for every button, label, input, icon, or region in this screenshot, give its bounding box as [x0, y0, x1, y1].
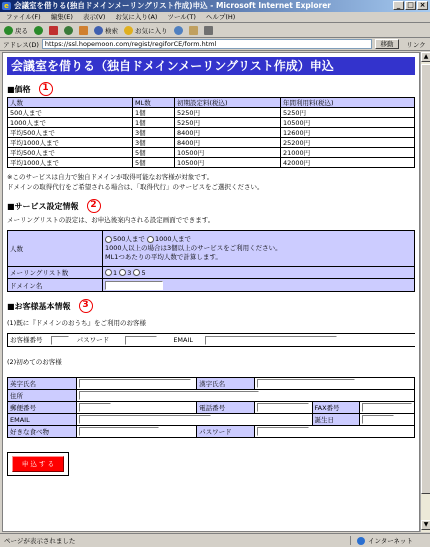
table-cell: 8400円 — [175, 128, 281, 138]
menu-bar — [0, 12, 430, 23]
ml-opt-1: 1 — [113, 268, 118, 277]
window-titlebar — [0, 0, 430, 12]
address-label: 住所 — [8, 390, 77, 402]
back-button[interactable] — [4, 26, 28, 35]
history-icon — [174, 26, 183, 35]
address-cell — [77, 390, 415, 402]
table-row — [8, 148, 415, 158]
search-label: 検索 — [105, 26, 118, 35]
tel-label: 電話番号 — [197, 402, 254, 414]
service-heading-text: ■サービス設定情報 — [7, 201, 79, 211]
tel-input[interactable] — [257, 403, 309, 412]
service-intro: メーリングリストの設定は、お申込後案内される設定画面でできます。 — [7, 216, 215, 224]
table-row — [8, 138, 415, 148]
ninzu-row — [8, 231, 415, 267]
fax-label: FAX番号 — [312, 402, 360, 414]
ninzu-note-2: ML1つあたりの平均人数で計算します。 — [105, 253, 222, 261]
address-label: アドレス(D) — [3, 40, 39, 49]
email-input[interactable] — [79, 415, 211, 424]
radio-ml-5[interactable] — [133, 269, 140, 276]
table-header-row — [8, 98, 415, 108]
price-heading — [7, 81, 415, 97]
table-cell: 5250円 — [175, 108, 281, 118]
star-icon — [124, 26, 133, 35]
opt-1000-label: 1000人まで — [155, 235, 192, 243]
ie-icon: e — [2, 2, 11, 10]
toolbar — [0, 23, 430, 38]
radio-1000[interactable] — [147, 236, 154, 243]
table-cell: 8400円 — [175, 138, 281, 148]
ninzu-label: 人数 — [8, 231, 103, 267]
radio-ml-1[interactable] — [105, 269, 112, 276]
table-cell: 5250円 — [281, 108, 415, 118]
price-note-1: ※このサービスは自力で独自ドメインが取得可能なお客様が対象です。 — [7, 173, 214, 181]
food-cell — [77, 426, 197, 438]
page-viewport — [2, 52, 420, 532]
customer-id-input[interactable] — [51, 336, 69, 345]
food-label: 好きな食べ物 — [8, 426, 77, 438]
price-table — [7, 97, 415, 168]
birthday-label: 誕生日 — [312, 414, 360, 426]
address-input[interactable]: https://ssl.hopemoon.com/regist/regiforCE/form.html — [42, 39, 372, 49]
print-button[interactable] — [204, 26, 213, 35]
back-arrow-icon — [4, 26, 13, 35]
menu-favorites[interactable]: お気に入り(A) — [115, 13, 158, 21]
table-row — [8, 108, 415, 118]
fax-cell — [360, 402, 415, 414]
domain-label: ドメイン名 — [8, 279, 103, 292]
forward-arrow-icon — [34, 26, 43, 35]
new-password-label: パスワード — [197, 426, 254, 438]
table-cell: 1000人まで — [8, 118, 133, 128]
ml-row — [8, 267, 415, 279]
service-heading — [7, 198, 415, 214]
submit-button[interactable]: 申 込 す る — [12, 456, 64, 472]
table-row — [8, 158, 415, 168]
home-button[interactable] — [79, 26, 88, 35]
home-icon — [79, 26, 88, 35]
address-bar — [0, 38, 430, 51]
menu-help[interactable]: ヘルプ(H) — [205, 13, 236, 21]
login-cell — [8, 334, 416, 347]
form-row — [8, 390, 415, 402]
ninzu-options — [103, 231, 415, 267]
new-password-input[interactable] — [257, 427, 309, 436]
table-cell: 10500円 — [175, 148, 281, 158]
table-cell: 5個 — [133, 158, 175, 168]
history-button[interactable] — [174, 26, 183, 35]
table-cell: 1個 — [133, 118, 175, 128]
new-customer-table — [7, 377, 415, 438]
login-email-input[interactable] — [205, 336, 337, 345]
print-icon — [204, 26, 213, 35]
ml-options — [103, 267, 415, 279]
page-title: 会議室を借りる（独自ドメインメーリングリスト作成）申込 — [7, 57, 415, 75]
table-cell: 10500円 — [175, 158, 281, 168]
table-cell: 500人まで — [8, 108, 133, 118]
go-button[interactable]: 移動 — [375, 39, 399, 49]
opt-500-label: 500人まで — [113, 235, 145, 243]
radio-ml-3[interactable] — [119, 269, 126, 276]
zip-cell — [77, 402, 197, 414]
domain-cell — [103, 279, 415, 292]
submit-frame — [7, 452, 69, 476]
vertical-scrollbar[interactable] — [420, 52, 430, 532]
back-label: 戻る — [15, 26, 28, 35]
birthday-cell — [360, 414, 415, 426]
form-row — [8, 414, 415, 426]
kana-name-label: 英字氏名 — [8, 378, 77, 390]
service-table — [7, 230, 415, 292]
table-row — [8, 128, 415, 138]
new-customer-subheading: (2)初めてのお客様 — [7, 358, 62, 366]
zip-input[interactable] — [79, 403, 111, 412]
table-cell: 10500円 — [281, 118, 415, 128]
mail-button[interactable] — [189, 26, 198, 35]
mail-icon — [189, 26, 198, 35]
table-cell: 3個 — [133, 128, 175, 138]
ml-opt-5: 5 — [141, 268, 146, 277]
status-bar — [0, 533, 430, 547]
forward-button[interactable] — [34, 26, 43, 35]
scroll-thumb[interactable] — [421, 64, 430, 494]
number-2-icon: 2 — [87, 199, 101, 213]
kana-name-cell — [77, 378, 197, 390]
table-row — [8, 118, 415, 128]
form-row — [8, 378, 415, 390]
login-password-input[interactable] — [125, 336, 157, 345]
page-content — [7, 57, 415, 476]
form-row — [8, 402, 415, 414]
zip-label: 郵便番号 — [8, 402, 77, 414]
header-cell: 人数 — [8, 98, 133, 108]
security-zone — [350, 536, 430, 545]
table-cell: 42000円 — [281, 158, 415, 168]
table-cell: 平均500人まで — [8, 148, 133, 158]
birthday-input[interactable] — [362, 415, 394, 424]
table-cell: 1個 — [133, 108, 175, 118]
links-button[interactable]: リンク — [406, 40, 426, 49]
price-heading-text: ■価格 — [7, 84, 31, 94]
scroll-down-icon[interactable]: ▼ — [421, 520, 430, 530]
stop-icon — [49, 26, 58, 35]
menu-tools[interactable]: ツール(T) — [167, 13, 196, 21]
minimize-button[interactable]: _ — [393, 1, 404, 10]
email-label: EMAIL — [8, 414, 77, 426]
price-note-2: ドメインの取得代行をご希望される場合は、「取得代行」のサービスをご選択ください。 — [7, 183, 264, 191]
ml-opt-3: 3 — [127, 268, 132, 277]
kanji-name-cell — [254, 378, 414, 390]
table-cell: 平均1000人まで — [8, 158, 133, 168]
header-cell: 初期設定料(税込) — [175, 98, 281, 108]
stop-button[interactable] — [49, 26, 58, 35]
refresh-button[interactable] — [64, 26, 73, 35]
tel-cell — [254, 402, 312, 414]
favorites-button[interactable] — [124, 26, 168, 35]
close-button[interactable]: × — [417, 1, 428, 10]
new-password-cell — [254, 426, 414, 438]
email-cell — [77, 414, 312, 426]
table-cell: 3個 — [133, 138, 175, 148]
food-input[interactable] — [79, 427, 159, 436]
number-3-icon: 3 — [79, 299, 93, 313]
favorites-label: お気に入り — [135, 26, 168, 35]
status-text: ページが表示されました — [4, 537, 76, 545]
domain-row — [8, 279, 415, 292]
globe-icon — [357, 537, 365, 545]
menu-file[interactable]: ファイル(F) — [6, 13, 41, 21]
scroll-up-icon[interactable]: ▲ — [421, 52, 430, 62]
address-input[interactable] — [79, 391, 259, 400]
kanji-name-input[interactable] — [257, 379, 355, 388]
price-note — [7, 172, 415, 192]
window-title: 会議室を借りる(独自ドメインメーリングリスト作成)申込 - Microsoft Internet Explorer — [14, 1, 332, 10]
existing-customer-table — [7, 333, 415, 347]
table-cell: 21000円 — [281, 148, 415, 158]
number-1-icon: 1 — [39, 82, 53, 96]
login-password-label: パスワード — [76, 336, 110, 345]
maximize-button[interactable]: □ — [405, 1, 416, 10]
customer-heading-text: ■お客様基本情報 — [7, 301, 71, 311]
customer-heading — [7, 298, 415, 314]
table-cell: 25200円 — [281, 138, 415, 148]
kana-name-input[interactable] — [79, 379, 191, 388]
radio-500[interactable] — [105, 236, 112, 243]
table-cell: 5250円 — [175, 118, 281, 128]
existing-customer-subheading: (1)既に『ドメインのおうち』をご利用のお客様 — [7, 319, 147, 327]
header-cell: 年間利用料(税込) — [281, 98, 415, 108]
header-cell: ML数 — [133, 98, 175, 108]
ninzu-note-1: 1000人以上の場合は3個以上のサービスをご利用ください。 — [105, 244, 282, 252]
login-row — [8, 334, 416, 347]
search-icon — [94, 26, 103, 35]
kanji-name-label: 漢字氏名 — [197, 378, 254, 390]
table-cell: 5個 — [133, 148, 175, 158]
table-cell: 平均1000人まで — [8, 138, 133, 148]
form-row — [8, 426, 415, 438]
search-button[interactable] — [94, 26, 118, 35]
refresh-icon — [64, 26, 73, 35]
table-cell: 12600円 — [281, 128, 415, 138]
domain-input[interactable] — [105, 281, 163, 290]
menu-view[interactable]: 表示(V) — [82, 13, 106, 21]
table-cell: 平均500人まで — [8, 128, 133, 138]
customer-id-label: お客様番号 — [10, 336, 43, 345]
zone-label: インターネット — [368, 537, 413, 545]
fax-input[interactable] — [362, 403, 412, 412]
menu-edit[interactable]: 編集(E) — [50, 13, 73, 21]
login-email-label: EMAIL — [173, 336, 194, 345]
ml-label: メーリングリスト数 — [8, 267, 103, 279]
